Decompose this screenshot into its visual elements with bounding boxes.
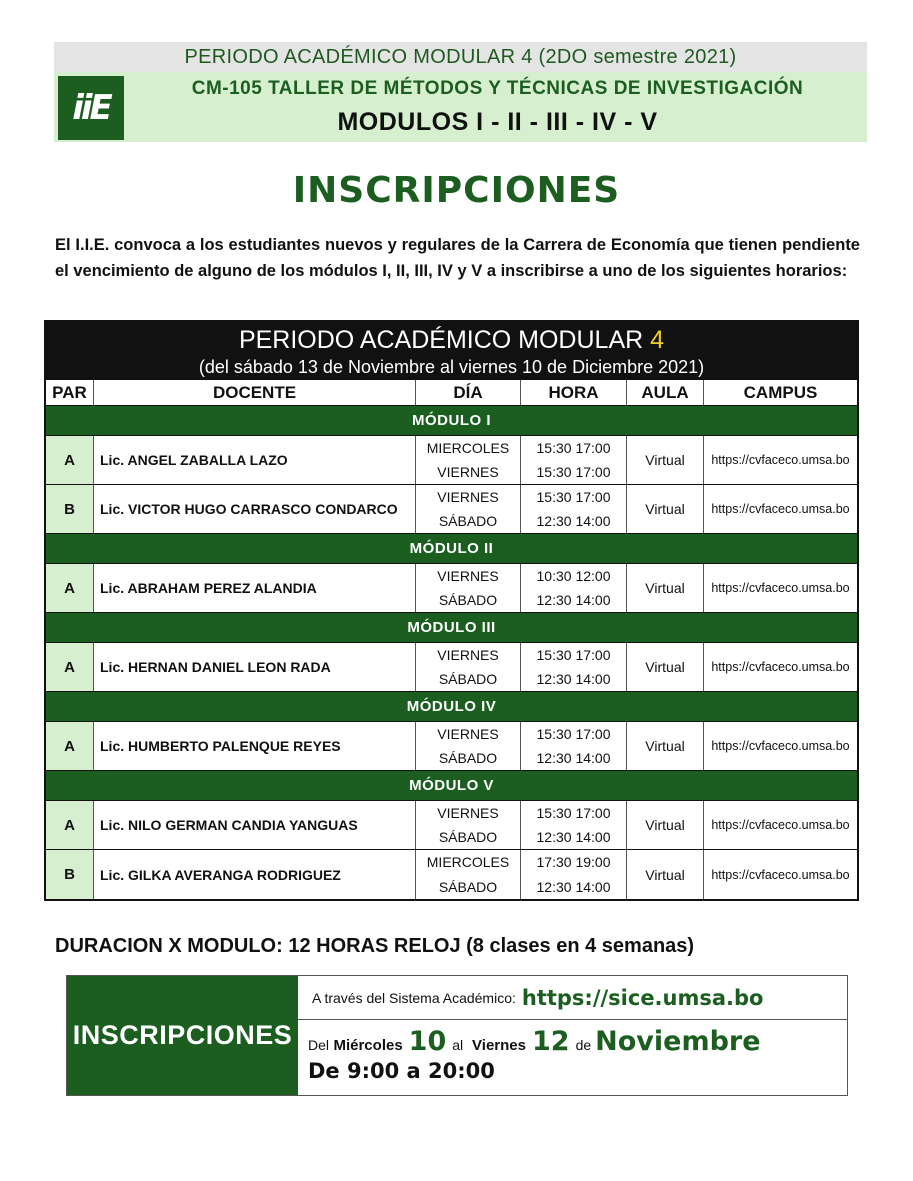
cell-dia [416,850,521,899]
hora-value: 15:30 17:00 [536,647,611,663]
cell-docente: Lic. HERNAN DANIEL LEON RADA [94,643,416,691]
dia-value: VIERNES [437,726,499,742]
col-hora: HORA [521,380,627,405]
day1-text: Miércoles [333,1037,403,1054]
table-row [46,850,857,899]
dia-value: VIERNES [437,568,499,584]
via-label: A través del Sistema Académico: [312,989,516,1006]
hora-value: 15:30 17:00 [536,805,611,821]
cell-hora [521,643,627,691]
cell-campus[interactable]: https://cvfaceco.umsa.bo [711,660,850,674]
column-headers [46,380,857,406]
duration-note: DURACION X MODULO: 12 HORAS RELOJ (8 clases en 4 semanas) [55,935,695,957]
hora-value: 15:30 17:00 [536,440,611,456]
hora-value: 12:30 14:00 [536,829,611,845]
cell-hora [521,722,627,770]
module-header: MÓDULO II [46,534,857,564]
table-row [46,436,857,485]
cell-dia [416,722,521,770]
hora-value: 12:30 14:00 [536,671,611,687]
cell-dia [416,564,521,612]
cell-campus[interactable]: https://cvfaceco.umsa.bo [711,453,850,467]
table-row [46,643,857,692]
cell-docente: Lic. NILO GERMAN CANDIA YANGUAS [94,801,416,849]
dia-value: VIERNES [437,489,499,505]
dia-value: SÁBADO [438,878,498,895]
cell-aula: Virtual [627,801,704,849]
num2-text: 12 [531,1026,570,1057]
dia-value: SÁBADO [438,592,498,608]
hora-value: 15:30 17:00 [536,464,611,480]
cell-hora [521,801,627,849]
dia-value: SÁBADO [438,671,498,687]
hora-value: 12:30 14:00 [536,513,611,529]
cell-hora [521,564,627,612]
col-campus: CAMPUS [743,383,818,402]
cell-dia [416,436,521,484]
hora-value: 12:30 14:00 [536,592,611,608]
dia-value: VIERNES [437,647,499,663]
dia-value: SÁBADO [438,513,498,529]
cell-docente: Lic. ABRAHAM PEREZ ALANDIA [94,564,416,612]
module-header: MÓDULO IV [46,692,857,722]
page-title: INSCRIPCIONES [292,170,621,211]
hours-text: De 9:00 a 20:00 [308,1059,495,1083]
cell-aula: Virtual [627,485,704,533]
dia-value: MIERCOLES [426,854,510,871]
registration-dates [298,1020,847,1095]
dia-value: MIERCOLES [426,440,510,456]
day2-text: Viernes [472,1037,526,1054]
hora-value: 15:30 17:00 [536,489,611,505]
cell-campus[interactable]: https://cvfaceco.umsa.bo [711,818,850,832]
course-title: CM-105 TALLER DE MÉTODOS Y TÉCNICAS DE INVESTIGACIÓN [191,78,804,99]
period-banner: PERIODO ACADÉMICO MODULAR 4 (2DO semestre 2021) [54,42,867,72]
cell-par: A [46,436,94,484]
cell-docente: Lic. HUMBERTO PALENQUE REYES [94,722,416,770]
num1-text: 10 [408,1026,447,1057]
registration-via [298,976,847,1020]
cell-campus[interactable]: https://cvfaceco.umsa.bo [711,502,850,516]
cell-dia [416,485,521,533]
cell-docente: Lic. VICTOR HUGO CARRASCO CONDARCO [94,485,416,533]
table-row [46,801,857,850]
cell-campus[interactable]: https://cvfaceco.umsa.bo [711,867,850,882]
cell-par: A [46,564,94,612]
module-header: MÓDULO III [46,613,857,643]
col-par: PAR [46,380,94,405]
dia-value: VIERNES [437,805,499,821]
cell-docente: Lic. GILKA AVERANGA RODRIGUEZ [94,850,416,899]
cell-aula: Virtual [627,643,704,691]
hora-value: 10:30 12:00 [536,568,611,584]
cell-hora [521,850,627,899]
dia-value: VIERNES [437,464,499,480]
table-row [46,564,857,613]
cell-aula: Virtual [627,564,704,612]
table-body [46,406,857,899]
col-aula: AULA [627,380,704,405]
table-header [46,322,857,380]
logo-text: iiE [72,88,110,128]
schedule-table [44,320,859,901]
hora-value: 15:30 17:00 [536,726,611,742]
al-text: al [452,1037,464,1053]
registration-box [66,975,848,1096]
de-text: de [575,1037,592,1053]
cell-dia [416,801,521,849]
col-dia: DÍA [416,380,521,405]
cell-campus[interactable]: https://cvfaceco.umsa.bo [711,739,850,753]
iie-logo [58,76,124,140]
table-period-title: PERIODO ACADÉMICO MODULAR [238,326,644,354]
cell-aula: Virtual [627,436,704,484]
table-row [46,485,857,534]
intro-paragraph: El I.I.E. convoca a los estudiantes nuevos y regulares de la Carrera de Economía que tienen pendiente el vencimiento de alguno de los módulos I, II, III, IV y V a inscribirse a uno de los siguientes horarios: [55,236,860,280]
dia-value: SÁBADO [438,829,498,845]
del-text: Del [308,1037,330,1053]
cell-docente: Lic. ANGEL ZABALLA LAZO [94,436,416,484]
modules-title: MODULOS I - II - III - IV - V [337,108,658,136]
hora-value: 12:30 14:00 [536,878,611,895]
cell-campus[interactable]: https://cvfaceco.umsa.bo [711,581,850,595]
module-header: MÓDULO V [46,771,857,801]
registration-label: INSCRIPCIONES [67,976,298,1095]
cell-hora [521,436,627,484]
cell-aula: Virtual [627,850,704,899]
cell-par: A [46,643,94,691]
hora-value: 17:30 19:00 [536,854,611,871]
table-row [46,722,857,771]
module-header: MÓDULO I [46,406,857,436]
cell-par: A [46,722,94,770]
cell-par: A [46,801,94,849]
hora-value: 12:30 14:00 [536,750,611,766]
cell-par: B [46,850,94,899]
cell-hora [521,485,627,533]
month-text: Noviembre [595,1026,761,1057]
cell-aula: Virtual [627,722,704,770]
col-docente: DOCENTE [94,380,416,405]
table-period-dates: (del sábado 13 de Noviembre al viernes 10 de Diciembre 2021) [198,357,705,377]
dia-value: SÁBADO [438,750,498,766]
table-period-number: 4 [650,326,665,354]
cell-par: B [46,485,94,533]
cell-dia [416,643,521,691]
sice-link[interactable]: https://sice.umsa.bo [521,985,764,1010]
